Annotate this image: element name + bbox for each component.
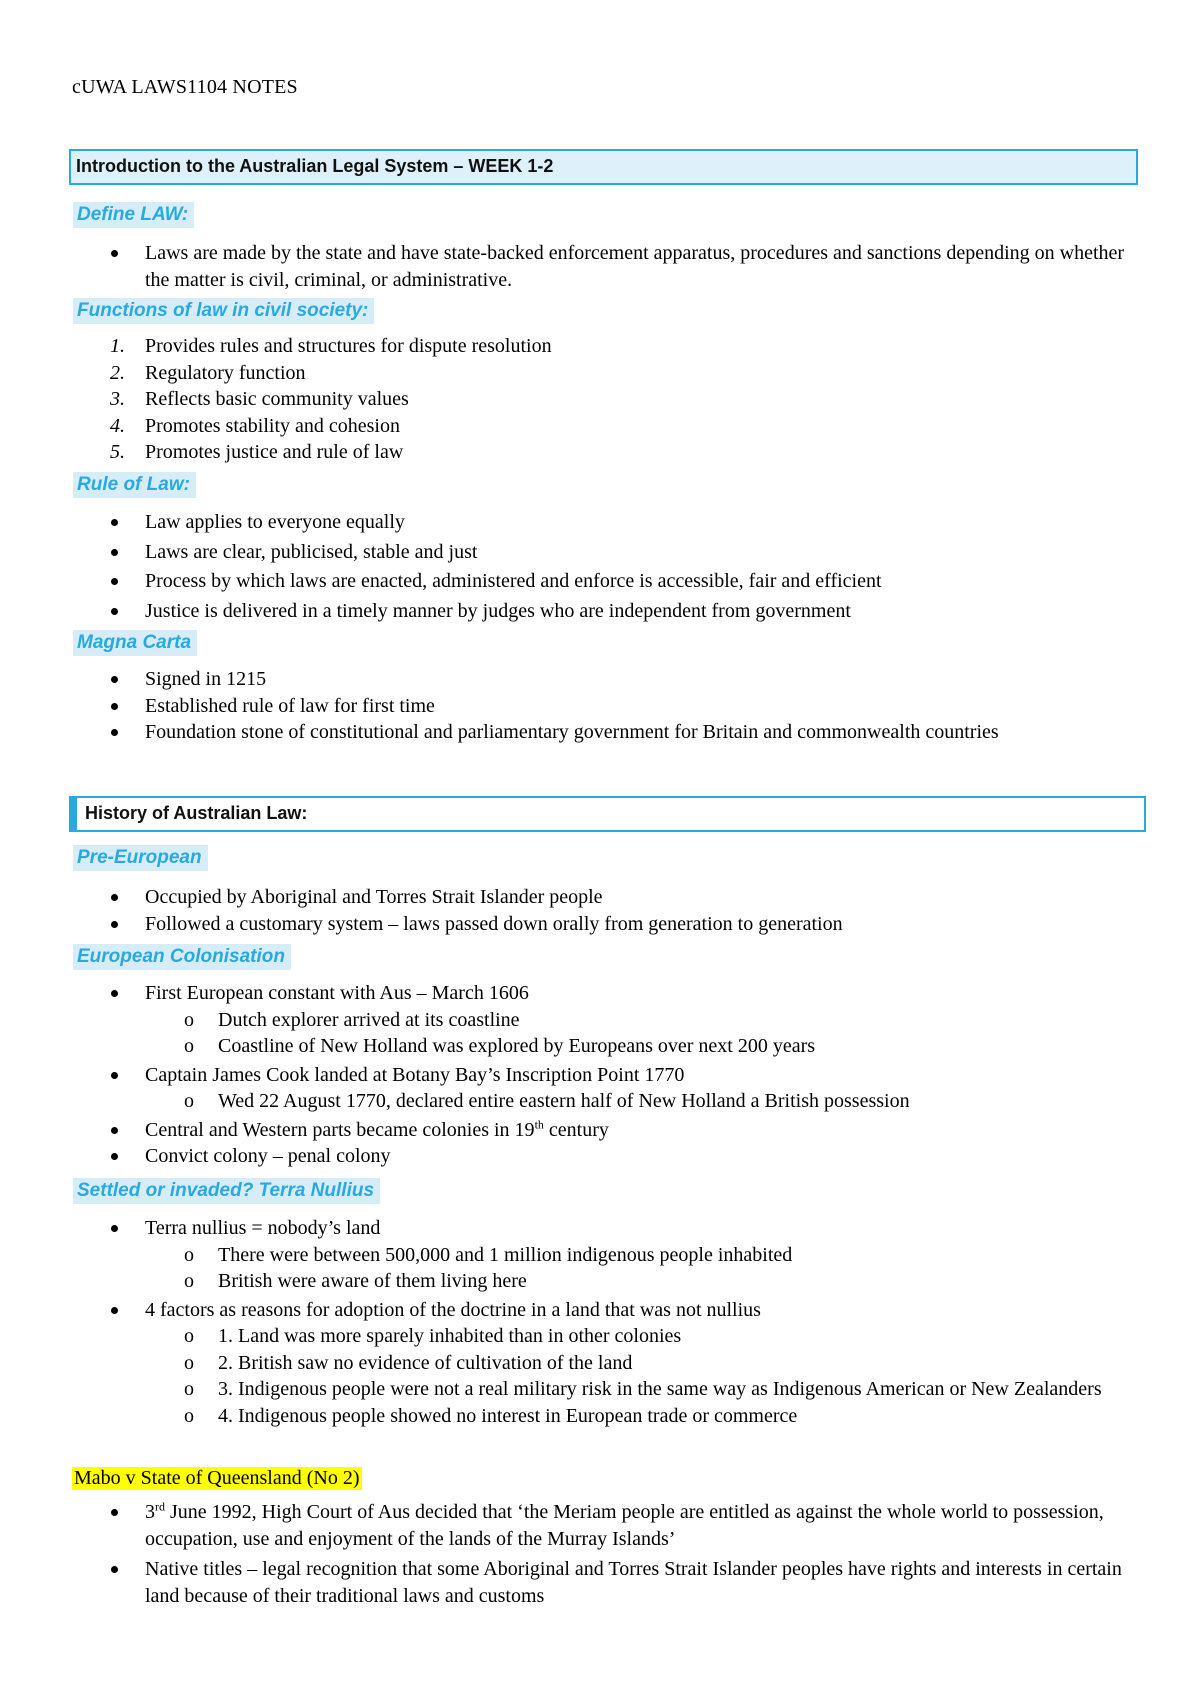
list-item: Native titles – legal recognition that some Aboriginal and Torres Strait Islander peoples have rights and interests in certain land because of their traditional laws and customs (0, 1556, 1200, 1609)
list-item: 4. Promotes stability and cohesion (110, 414, 400, 437)
pre-european-list (0, 884, 1200, 937)
bullet-icon (111, 703, 118, 710)
rule-of-law-list (0, 509, 1200, 624)
list-item: 3. Reflects basic community values (110, 388, 409, 410)
bullet-icon (111, 1072, 118, 1079)
list-item: 1. Provides rules and structures for dispute resolution (110, 335, 552, 357)
list-item: Foundation stone of constitutional and parliamentary government for Britain and commonwealth countries (0, 719, 1200, 746)
bullet-icon (111, 608, 118, 615)
list-item: Process by which laws are enacted, administered and enforce is accessible, fair and efficient (0, 568, 1200, 595)
sub-list-item: o 3. Indigenous people were not a real military risk in the same way as Indigenous American or New Zealanders (0, 1376, 1200, 1403)
heading-european-colonisation: European Colonisation (73, 944, 291, 970)
heading-functions-of-law: Functions of law in civil society: (73, 298, 374, 324)
sub-list-item: o 1. Land was more sparely inhabited than in other colonies (0, 1323, 1200, 1350)
heading-terra-nullius: Settled or invaded? Terra Nullius (73, 1178, 380, 1204)
bullet-icon (111, 1566, 118, 1573)
list-item: Terra nullius = nobody’s land (0, 1215, 1200, 1242)
sub-list-item: o Dutch explorer arrived at its coastline (0, 1007, 1200, 1034)
bullet-icon (111, 578, 118, 585)
sub-list-item: o There were between 500,000 and 1 million indigenous people inhabited (0, 1242, 1200, 1269)
heading-define-law: Define LAW: (73, 202, 194, 228)
bullet-icon (111, 250, 118, 257)
circle-bullet-icon: o (184, 1351, 194, 1374)
sub-list-item: o 2. British saw no evidence of cultivation of the land (0, 1350, 1200, 1377)
bullet-icon (111, 1225, 118, 1232)
heading-magna-carta: Magna Carta (73, 630, 197, 656)
list-item: Followed a customary system – laws passed down orally from generation to generation (0, 911, 1200, 938)
bullet-icon (111, 549, 118, 556)
sub-list-item: o Wed 22 August 1770, declared entire eastern half of New Holland a British possession (0, 1088, 1200, 1115)
list-item: 5. Promotes justice and rule of law (110, 441, 404, 463)
list-item: Justice is delivered in a timely manner by judges who are independent from government (0, 598, 1200, 625)
bullet-icon (111, 1153, 118, 1160)
circle-bullet-icon: o (184, 1090, 194, 1112)
bullet-icon (111, 729, 118, 736)
circle-bullet-icon: o (184, 1008, 194, 1031)
list-item: Laws are clear, publicised, stable and just (0, 539, 1200, 566)
mabo-list (0, 1499, 1200, 1609)
sub-list-item: o British were aware of them living here (0, 1268, 1200, 1295)
list-item: First European constant with Aus – March 1606 (0, 980, 1200, 1007)
list-item: Law applies to everyone equally (0, 509, 1200, 536)
section-heading-intro: Introduction to the Australian Legal System – WEEK 1-2 (69, 149, 1138, 185)
bullet-icon (111, 1509, 118, 1516)
sub-list-item: o Coastline of New Holland was explored by Europeans over next 200 years (0, 1033, 1200, 1060)
bullet-icon (111, 921, 118, 928)
sub-list-item: o 4. Indigenous people showed no interest in European trade or commerce (0, 1403, 1200, 1430)
list-item: 4 factors as reasons for adoption of the doctrine in a land that was not nullius (0, 1297, 1200, 1324)
page-header: cUWA LAWS1104 NOTES (72, 76, 298, 98)
circle-bullet-icon: o (184, 1243, 194, 1266)
list-item: Established rule of law for first time (0, 693, 1200, 720)
list-item: 2. Regulatory function (110, 361, 306, 384)
bullet-icon (111, 519, 118, 526)
list-item: Central and Western parts became colonies in 19th century (0, 1117, 1200, 1144)
section-heading-history: History of Australian Law: (69, 796, 1146, 832)
magna-carta-list (0, 666, 1200, 746)
heading-pre-european: Pre-European (73, 845, 208, 871)
functions-list (0, 333, 1200, 466)
list-item: Laws are made by the state and have state-backed enforcement apparatus, procedures and sanctions depending on whether the matter is civil, criminal, or administrative. (0, 240, 1200, 293)
circle-bullet-icon: o (184, 1270, 194, 1292)
bullet-icon (111, 990, 118, 997)
define-law-list (0, 240, 1200, 293)
european-colonisation-list (0, 980, 1200, 1170)
bullet-icon (111, 676, 118, 683)
circle-bullet-icon: o (184, 1325, 194, 1347)
mabo-case-heading: Mabo v State of Queensland (No 2) (74, 1467, 360, 1489)
list-item: Convict colony – penal colony (0, 1143, 1200, 1170)
heading-rule-of-law: Rule of Law: (73, 472, 196, 498)
terra-nullius-list (0, 1215, 1200, 1429)
bullet-icon (111, 894, 118, 901)
bullet-icon (111, 1307, 118, 1314)
list-item: 3rd June 1992, High Court of Aus decided that ‘the Meriam people are entitled as against the whole world to possession, occupation, use and enjoyment of the lands of the Murray Islands’ (0, 1499, 1200, 1552)
circle-bullet-icon: o (184, 1378, 194, 1400)
bullet-icon (111, 1127, 118, 1134)
circle-bullet-icon: o (184, 1404, 194, 1427)
circle-bullet-icon: o (184, 1035, 194, 1057)
list-item: Captain James Cook landed at Botany Bay’s Inscription Point 1770 (0, 1062, 1200, 1089)
list-item: Occupied by Aboriginal and Torres Strait Islander people (0, 884, 1200, 911)
list-item: Signed in 1215 (0, 666, 1200, 693)
